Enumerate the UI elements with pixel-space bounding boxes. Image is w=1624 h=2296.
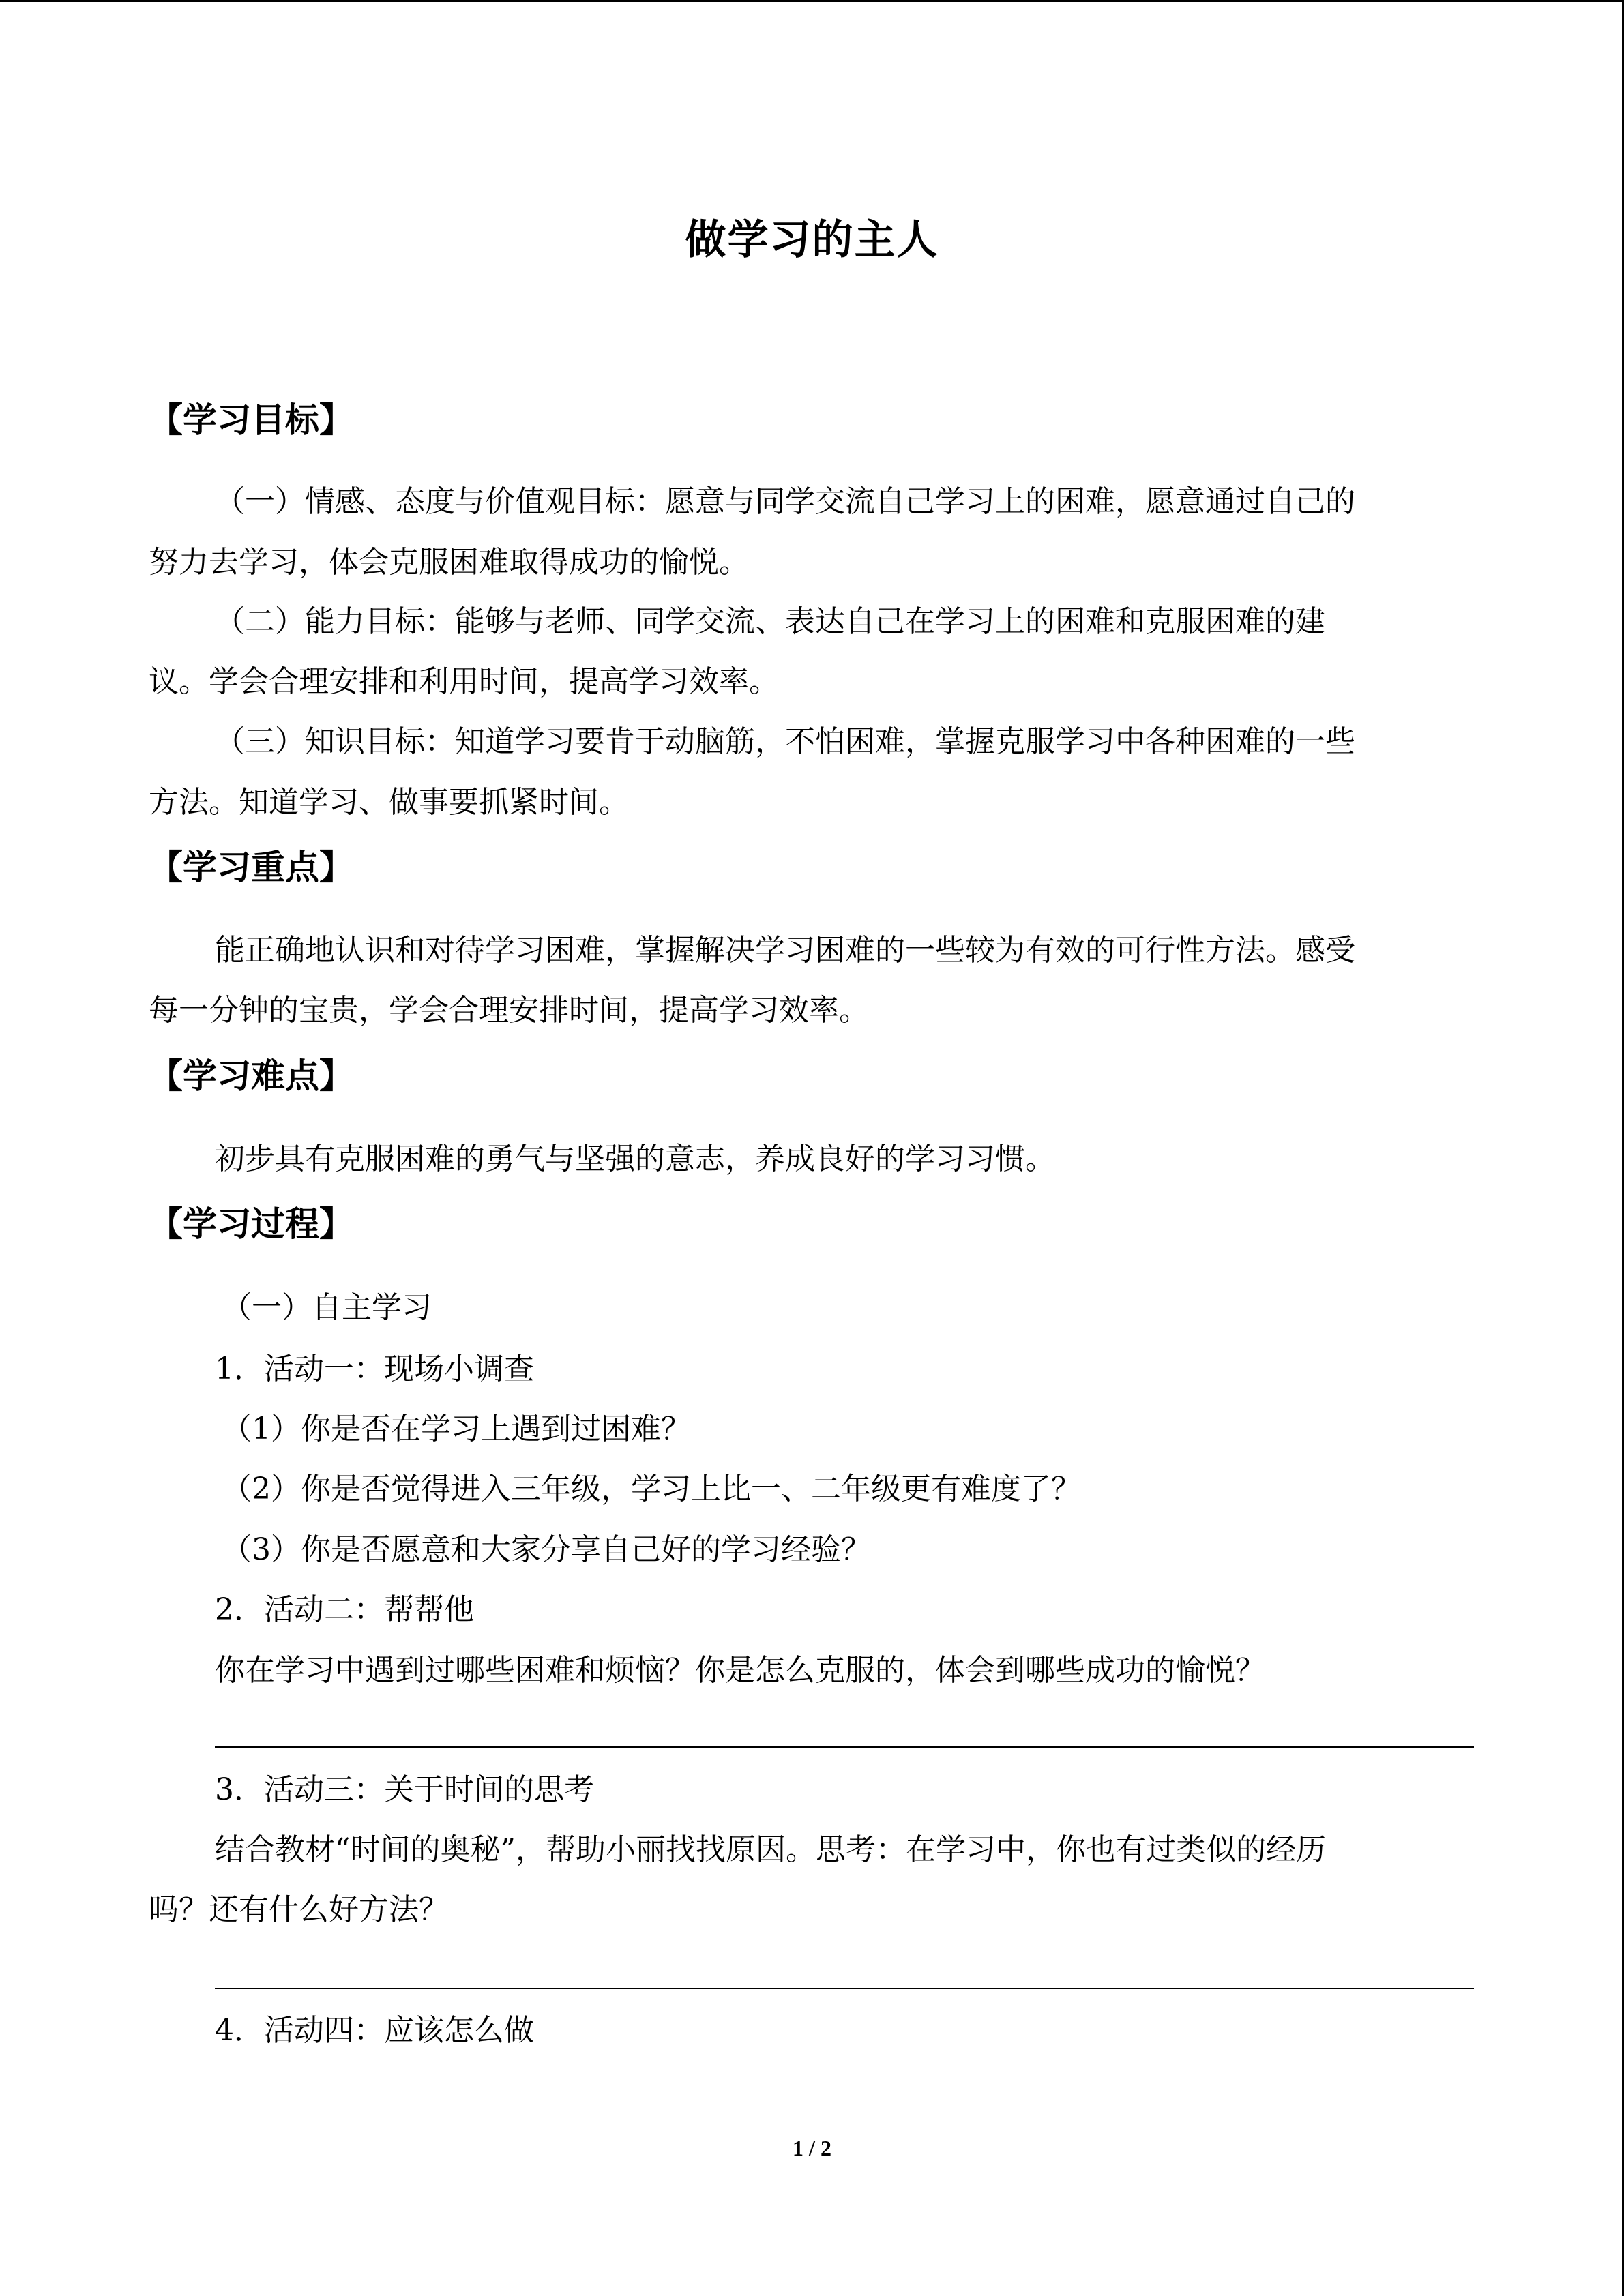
goals-p3-line2: 方法。知道学习、做事要抓紧时间。: [149, 785, 629, 820]
process-activity2: 2．活动二：帮帮他: [215, 1592, 474, 1627]
page-number: 1 / 2: [793, 2136, 831, 2160]
process-question-3: （3）你是否愿意和大家分享自己好的学习经验？: [222, 1532, 871, 1567]
heading-key-points: 【学习重点】: [149, 848, 353, 887]
process-activity2-text: 你在学习中遇到过哪些困难和烦恼？你是怎么克服的，体会到哪些成功的愉悦？: [215, 1653, 1265, 1688]
page-top-border: [0, 0, 1624, 2]
goals-p2-line1: （二）能力目标：能够与老师、同学交流、表达自己在学习上的困难和克服困难的建: [215, 604, 1325, 639]
answer-line-1: [215, 1746, 1474, 1748]
process-activity4: 4．活动四：应该怎么做: [215, 2013, 534, 2048]
goals-p3-line1: （三）知识目标：知道学习要肯于动脑筋，不怕困难，掌握克服学习中各种困难的一些: [215, 724, 1355, 759]
goals-p1-line2: 努力去学习，体会克服困难取得成功的愉悦。: [149, 545, 749, 580]
heading-process: 【学习过程】: [149, 1204, 353, 1244]
process-activity3: 3．活动三：关于时间的思考: [215, 1772, 594, 1807]
process-question-2: （2）你是否觉得进入三年级，学习上比一、二年级更有难度了？: [222, 1472, 1081, 1506]
process-self-study: （一）自主学习: [222, 1290, 432, 1325]
key-points-line2: 每一分钟的宝贵，学会合理安排时间，提高学习效率。: [149, 993, 869, 1028]
goals-p2-line2: 议。学会合理安排和利用时间，提高学习效率。: [149, 664, 779, 699]
goals-p1-line1: （一）情感、态度与价值观目标：愿意与同学交流自己学习上的困难，愿意通过自己的: [215, 484, 1355, 519]
heading-learning-goals: 【学习目标】: [149, 400, 353, 440]
process-question-1: （1）你是否在学习上遇到过困难？: [222, 1412, 691, 1446]
process-activity3-line2: 吗？还有什么好方法？: [149, 1892, 449, 1927]
document-title: 做学习的主人: [685, 216, 939, 264]
key-points-line1: 能正确地认识和对待学习困难，掌握解决学习困难的一些较为有效的可行性方法。感受: [215, 933, 1355, 968]
answer-line-2: [215, 1988, 1474, 1989]
difficulties-line1: 初步具有克服困难的勇气与坚强的意志，养成良好的学习习惯。: [215, 1142, 1055, 1176]
heading-difficulties: 【学习难点】: [149, 1056, 353, 1096]
process-activity3-line1: 结合教材“时间的奥秘”，帮助小丽找找原因。思考：在学习中，你也有过类似的经历: [215, 1832, 1326, 1867]
process-activity1: 1．活动一：现场小调查: [215, 1352, 534, 1386]
